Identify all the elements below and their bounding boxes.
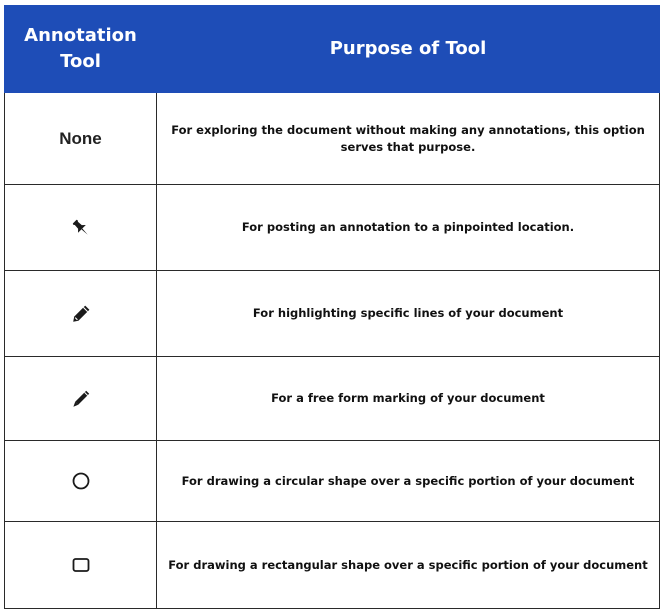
header-purpose-of-tool: Purpose of Tool (157, 6, 660, 93)
rectangle-icon (70, 554, 92, 576)
tool-icon-cell (5, 271, 157, 357)
table-row (5, 185, 660, 271)
pushpin-icon (70, 217, 92, 239)
tool-description: For drawing a circular shape over a specific portion of your document (157, 441, 660, 522)
tool-name-none: None (5, 93, 157, 185)
tool-description: For drawing a rectangular shape over a specific portion of your document (157, 522, 660, 609)
table-row (5, 93, 660, 185)
circle-icon (70, 470, 92, 492)
table-row (5, 522, 660, 609)
tool-icon-cell (5, 441, 157, 522)
tool-description: For highlighting specific lines of your document (157, 271, 660, 357)
annotation-tools-table (4, 5, 660, 609)
tool-icon-cell (5, 522, 157, 609)
tool-description: For a free form marking of your document (157, 357, 660, 441)
pencil-icon (70, 388, 92, 410)
tool-icon-cell (5, 357, 157, 441)
tool-description: For exploring the document without making any annotations, this option serves that purpose. (157, 93, 660, 185)
tool-description: For posting an annotation to a pinpointed location. (157, 185, 660, 271)
header-annotation-tool: Annotation Tool (5, 6, 157, 93)
table-row (5, 441, 660, 522)
tool-icon-cell (5, 185, 157, 271)
table-header-row (5, 6, 660, 93)
table-row (5, 271, 660, 357)
highlighter-pencil-icon (70, 303, 92, 325)
table-row (5, 357, 660, 441)
